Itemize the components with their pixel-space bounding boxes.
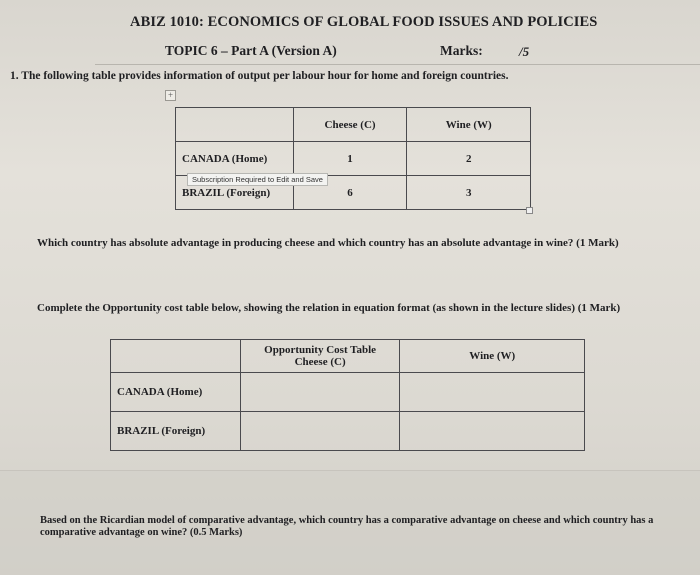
question-2-text: Which country has absolute advantage in producing cheese and which country has an absolute advantage in wine? (1 Mark): [37, 237, 619, 249]
table-resize-handle-icon[interactable]: [526, 207, 533, 214]
opp-table-header-blank[interactable]: [111, 340, 241, 373]
section-divider: [0, 470, 700, 471]
output-table-country-canada[interactable]: CANADA (Home): [176, 142, 294, 176]
opp-table-cell-brazil-cheese[interactable]: [240, 412, 400, 451]
table-move-handle-icon[interactable]: +: [165, 90, 176, 101]
output-table[interactable]: [175, 107, 531, 210]
opp-table-cell-canada-cheese[interactable]: [240, 373, 400, 412]
opp-table-cell-brazil-wine[interactable]: [400, 412, 585, 451]
output-table-country-brazil[interactable]: BRAZIL (Foreign): [176, 176, 294, 210]
opportunity-cost-table[interactable]: [110, 339, 585, 451]
subscription-tooltip: Subscription Required to Edit and Save: [187, 173, 328, 186]
opp-table-title: Opportunity Cost Table: [264, 344, 377, 356]
opp-table-row-brazil[interactable]: BRAZIL (Foreign): [111, 412, 241, 451]
output-table-header-blank[interactable]: [176, 108, 294, 142]
opp-table-cell-canada-wine[interactable]: [400, 373, 585, 412]
marks-value: /5: [519, 44, 530, 59]
marks-label: Marks:: [440, 43, 483, 58]
output-table-header-cheese[interactable]: Cheese (C): [293, 108, 407, 142]
output-table-cell-canada-wine[interactable]: 2: [407, 142, 531, 176]
output-table-cell-brazil-cheese[interactable]: 6: [293, 176, 407, 210]
opp-table-col-cheese: Cheese (C): [294, 356, 346, 368]
opp-table-col-wine[interactable]: Wine (W): [400, 340, 585, 373]
opp-table-row-canada[interactable]: CANADA (Home): [111, 373, 241, 412]
header-divider: [95, 64, 700, 65]
opp-table-header-cheese[interactable]: [240, 340, 400, 373]
question-4-text: Based on the Ricardian model of comparative advantage, which country has a comparative advantage on cheese and which country has a comparative advantage on wine? (0.5 Marks): [40, 515, 654, 538]
document-title: ABIZ 1010: ECONOMICS OF GLOBAL FOOD ISSUES AND POLICIES: [130, 14, 598, 30]
question-1-text: 1. The following table provides information of output per labour hour for home and foreign countries.: [10, 70, 509, 82]
output-table-cell-canada-cheese[interactable]: 1: [293, 142, 407, 176]
output-table-cell-brazil-wine[interactable]: 3: [407, 176, 531, 210]
question-3-text: Complete the Opportunity cost table below, showing the relation in equation format (as shown in the lecture slides) (1 Mark): [37, 302, 621, 314]
output-table-header-wine[interactable]: Wine (W): [407, 108, 531, 142]
topic-heading: TOPIC 6 – Part A (Version A): [165, 43, 337, 58]
